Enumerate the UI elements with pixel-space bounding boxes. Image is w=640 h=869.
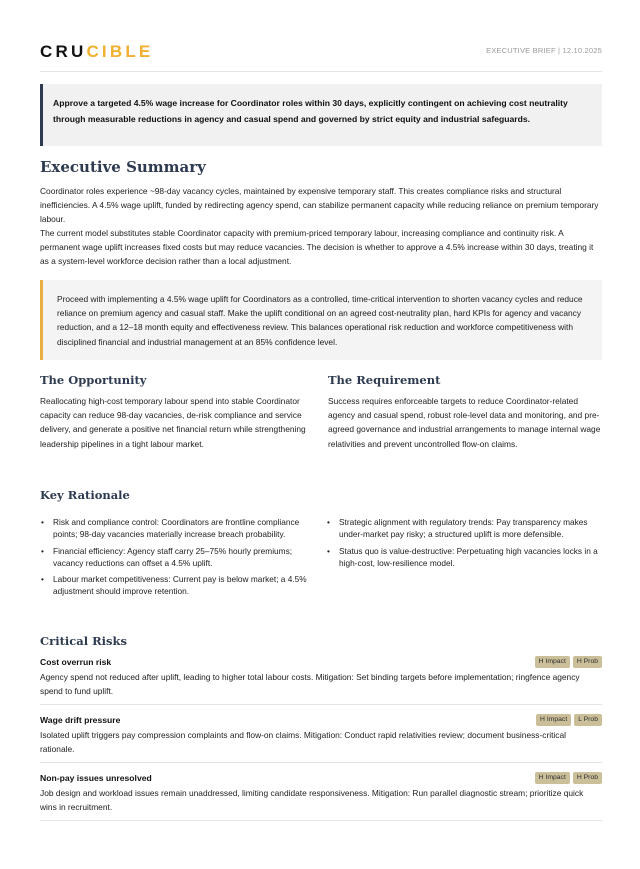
risk-tags <box>535 656 602 668</box>
risk-item <box>40 656 602 705</box>
document-meta: EXECUTIVE BRIEF | 12.10.2025 <box>486 46 602 55</box>
requirement-heading: The Requirement <box>328 373 441 387</box>
logo <box>40 43 153 61</box>
impact-badge: H Impact <box>535 656 570 668</box>
key-rationale-heading: Key Rationale <box>40 488 130 502</box>
list-item: • Status quo is value-destructive: Perpetuating high vacancies locks in a high-cost, low-resilience model. <box>326 545 602 569</box>
risk-description: Isolated uplift triggers pay compression complaints and flow-on claims. Mitigation: Conduct rapid relativities review; document business-critical rationale. <box>40 730 566 754</box>
risk-title: Non-pay issues unresolved <box>40 773 152 783</box>
logo-part2: CIBLE <box>86 42 154 61</box>
probability-badge: L Prob <box>574 714 602 726</box>
risk-title: Wage drift pressure <box>40 715 121 725</box>
header <box>40 43 602 72</box>
risk-item <box>40 772 602 821</box>
logo-part1: CRU <box>40 42 87 61</box>
probability-badge: H Prob <box>573 772 602 784</box>
executive-summary-paragraph-1: Coordinator roles experience ~98-day vacancy cycles, maintained by expensive temporary staff. This creates compliance risks and structural inefficiencies. A 4.5% wage uplift, funded by redirecting agency spend, can stabilize permanent capacity while reducing reliance on premium temporary labour. <box>40 186 599 224</box>
decision-callout: Approve a targeted 4.5% wage increase for Coordinator roles within 30 days, explicitly contingent on achieving cost neutrality through measurable reductions in agency and casual spend and governed by strict equity and industrial safeguards. <box>40 84 602 146</box>
list-item: • Risk and compliance control: Coordinators are frontline compliance points; 98-day vacancies materially increase breach probability. <box>40 516 316 540</box>
list-item: • Financial efficiency: Agency staff carry 25–75% hourly premiums; vacancy reductions can offset a 4.5% uplift. <box>40 545 316 569</box>
recommendation-box: Proceed with implementing a 4.5% wage uplift for Coordinators as a controlled, time-critical intervention to shorten vacancy cycles and reduce reliance on premium agency and casual staff. Make the uplift conditional on an agreed cost-neutrality plan, hard KPIs for agency and vacancy reduction, and a 12–18 month equity and effectiveness review. This balances operational risk reduction and workforce competitiveness with disciplined financial and industrial management at an 85% confidence level. <box>40 280 602 360</box>
list-item: • Labour market competitiveness: Current pay is below market; a 4.5% adjustment should improve retention. <box>40 573 316 597</box>
critical-risks-heading: Critical Risks <box>40 634 127 648</box>
rationale-list-right <box>326 516 602 573</box>
impact-badge: H Impact <box>535 772 570 784</box>
opportunity-heading: The Opportunity <box>40 373 147 387</box>
requirement-text: Success requires enforceable targets to reduce Coordinator-related agency and casual spend, robust role-level data and monitoring, and pre-agreed governance and industrial arrangements to manage internal wage relativities and prevent uncontrolled flow-on claims. <box>328 396 601 449</box>
rationale-list-left <box>40 516 316 602</box>
risk-tags <box>535 772 602 784</box>
impact-badge: H Impact <box>536 714 571 726</box>
executive-summary-heading: Executive Summary <box>40 158 206 176</box>
risk-tags <box>536 714 602 726</box>
risk-item <box>40 714 602 763</box>
risk-title: Cost overrun risk <box>40 657 112 667</box>
executive-summary-paragraph-2: The current model substitutes stable Coordinator capacity with premium-priced temporary labour, increasing compliance and continuity risk. A permanent wage uplift increases fixed costs but may reduce vacancies. The decision is whether to approve a 4.5% increase within 30 days, treating it as a system-level workforce decision rather than a local adjustment. <box>40 228 594 266</box>
risk-description: Agency spend not reduced after uplift, leading to higher total labour costs. Mitigation: Set binding targets before implementation; ringfence agency spend to fund uplift. <box>40 672 580 696</box>
opportunity-text: Reallocating high-cost temporary labour spend into stable Coordinator capacity can reduce 98-day vacancies, de-risk compliance and service delivery, and generate a positive net financial return while strengthening leadership pipelines in a tight labour market. <box>40 396 306 449</box>
risk-description: Job design and workload issues remain unaddressed, limiting candidate responsiveness. Mitigation: Run parallel diagnostic stream; prioritize quick wins in recruitment. <box>40 788 584 812</box>
probability-badge: H Prob <box>573 656 602 668</box>
list-item: • Strategic alignment with regulatory trends: Pay transparency makes under-market pay risky; a structured uplift is more defensible. <box>326 516 602 540</box>
